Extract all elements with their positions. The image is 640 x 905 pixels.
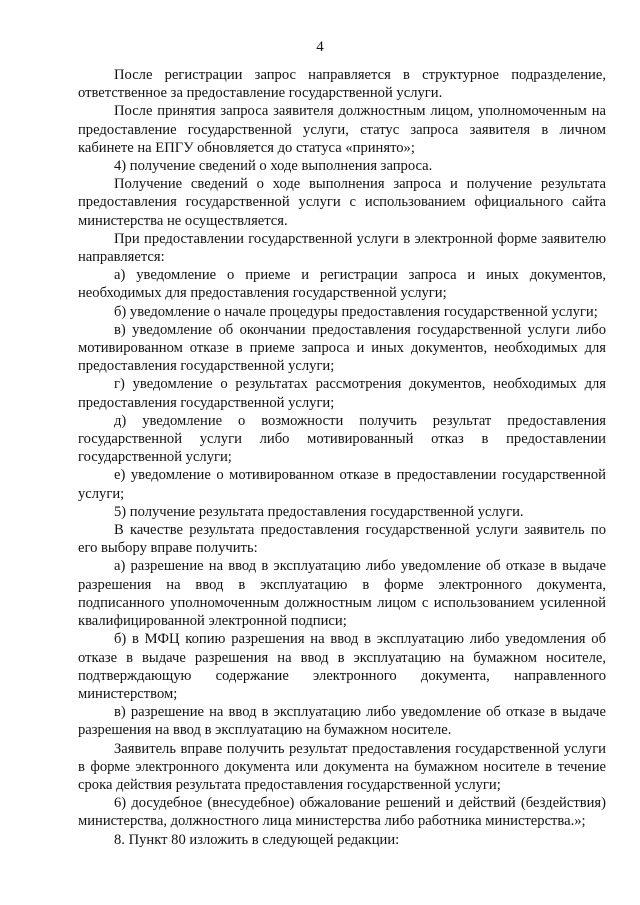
paragraph-notifications-intro: При предоставлении государственной услуги в электронной форме заявителю направляется: bbox=[78, 230, 606, 266]
result-option-v: в) разрешение на ввод в эксплуатацию либо уведомление об отказе в выдаче разрешения на ввод в эксплуатацию на бумажном носителе. bbox=[78, 704, 606, 739]
list-item-e: е) уведомление о мотивированном отказе в предоставлении государственной услуги; bbox=[78, 467, 606, 502]
document-body bbox=[78, 66, 606, 849]
paragraph-progress-info: Получение сведений о ходе выполнения запроса и получение результата предоставления государственной услуги с использованием официального сайта министерства не осуществляется. bbox=[78, 176, 606, 229]
paragraph-item-4: 4) получение сведений о ходе выполнения запроса. bbox=[114, 158, 433, 175]
list-item-a: а) уведомление о приеме и регистрации запроса и иных документов, необходимых для предоставления государственной услуги; bbox=[78, 267, 606, 302]
list-item-v: в) уведомление об окончании предоставления государственной услуги либо мотивированном отказе в приеме запроса и иных документов, необходимых для предоставления государственной услуги; bbox=[78, 321, 606, 375]
paragraph-clause-8: 8. Пункт 80 изложить в следующей редакции: bbox=[114, 831, 400, 848]
list-item-g: г) уведомление о результатах рассмотрения документов, необходимых для предоставления государственной услуги; bbox=[78, 376, 606, 411]
paragraph-status-accepted: После принятия запроса заявителя должностным лицом, уполномоченным на предоставление государственной услуги, статус запроса заявителя в личном кабинете на ЕПГУ обновляется до статуса «принято»; bbox=[78, 103, 606, 156]
paragraph-item-6: 6) досудебное (внесудебное) обжалование решений и действий (бездействия) министерства, должностного лица министерства либо работника министерства.»; bbox=[78, 795, 606, 830]
paragraph-item-5: 5) получение результата предоставления государственной услуги. bbox=[114, 503, 524, 520]
result-option-a: а) разрешение на ввод в эксплуатацию либо уведомление об отказе в выдаче разрешения на ввод в эксплуатацию в форме электронного документа, подписанного уполномоченным должностным лицом с использованием усиленной квалифицированной электронной подписи; bbox=[78, 558, 606, 630]
result-option-b: б) в МФЦ копию разрешения на ввод в эксплуатацию либо уведомления об отказе в выдаче разрешения на ввод в эксплуатацию на бумажном носителе, подтверждающую содержание электронного документа, направленного министерством; bbox=[78, 631, 606, 702]
page-number: 4 bbox=[316, 39, 324, 55]
list-item-b: б) уведомление о начале процедуры предоставления государственной услуги; bbox=[114, 303, 598, 320]
paragraph-registration: После регистрации запрос направляется в структурное подразделение, ответственное за предоставление государственной услуги. bbox=[78, 67, 606, 102]
list-item-d: д) уведомление о возможности получить результат предоставления государственной услуги либо мотивированный отказ в предоставлении государственной услуги; bbox=[78, 412, 606, 466]
paragraph-result-validity: Заявитель вправе получить результат предоставления государственной услуги в форме электронного документа или документа на бумажном носителе в течение срока действия результата предоставления государственной услуги; bbox=[78, 740, 606, 793]
paragraph-result-options-intro: В качестве результата предоставления государственной услуги заявитель по его выбору вправе получить: bbox=[78, 522, 606, 557]
